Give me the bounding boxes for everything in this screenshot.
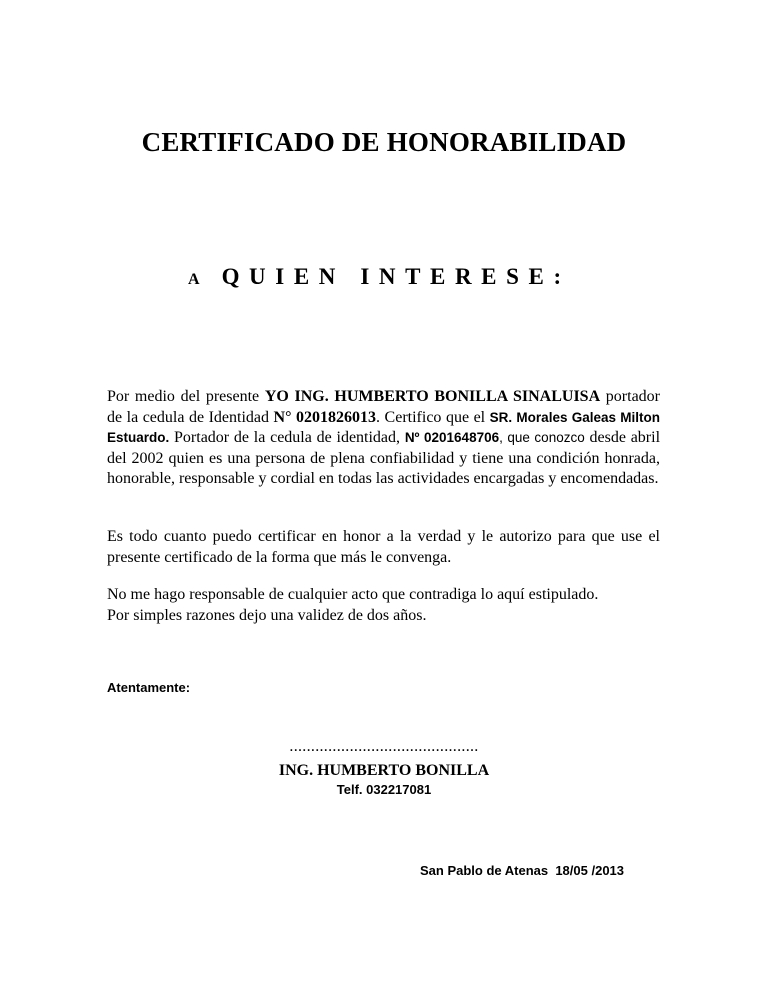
p1-description: desde abril del 2002 quien es una persona de plena confiabilidad y tiene una condición honrada, honorable, responsable y cordial en todas las actividades encargadas y encomendadas. (107, 429, 661, 487)
paragraph-certification (107, 387, 660, 490)
place-date: San Pablo de Atenas 18/05 /2013 (420, 863, 625, 878)
certifier-id: N° 0201826013 (273, 408, 377, 426)
subject-id: Nº 0201648706 (404, 430, 500, 445)
disclaimer-line-1: No me hago responsable de cualquier acto que contradiga lo aquí estipulado. (107, 586, 599, 603)
p1-intro: Por medio del presente (107, 388, 265, 405)
p1-id-intro: portador de la cedula de Identidad (107, 388, 661, 426)
p1-subject-id-intro: Portador de la cedula de identidad, (169, 429, 405, 446)
p1-certify: . Certifico que el (376, 408, 490, 426)
signature-name: ING. HUMBERTO BONILLA (278, 762, 490, 779)
salutation-prefix: A (188, 271, 200, 288)
certifier-name: YO ING. HUMBERTO BONILLA SINALUISA (264, 388, 601, 405)
salutation-main: QUIEN INTERESE: (221, 264, 571, 289)
subject-name: SR. Morales Galeas Milton Estuardo. (107, 409, 661, 445)
document-title: CERTIFICADO DE HONORABILIDAD (141, 127, 627, 157)
signature-line: ............................................ (289, 738, 479, 755)
paragraph-authorization: Es todo cuanto puedo certificar en honor a la verdad y le autorizo para que use el presente certificado de la forma que más le convenga. (107, 528, 660, 566)
signature-phone: Telf. 032217081 (336, 782, 432, 797)
disclaimer-line-2: Por simples razones dejo una validez de dos años. (107, 606, 427, 624)
p1-known: , que conozco (499, 430, 585, 445)
paragraph-disclaimer (107, 585, 660, 626)
closing: Atentamente: (107, 680, 191, 695)
salutation (188, 264, 571, 290)
